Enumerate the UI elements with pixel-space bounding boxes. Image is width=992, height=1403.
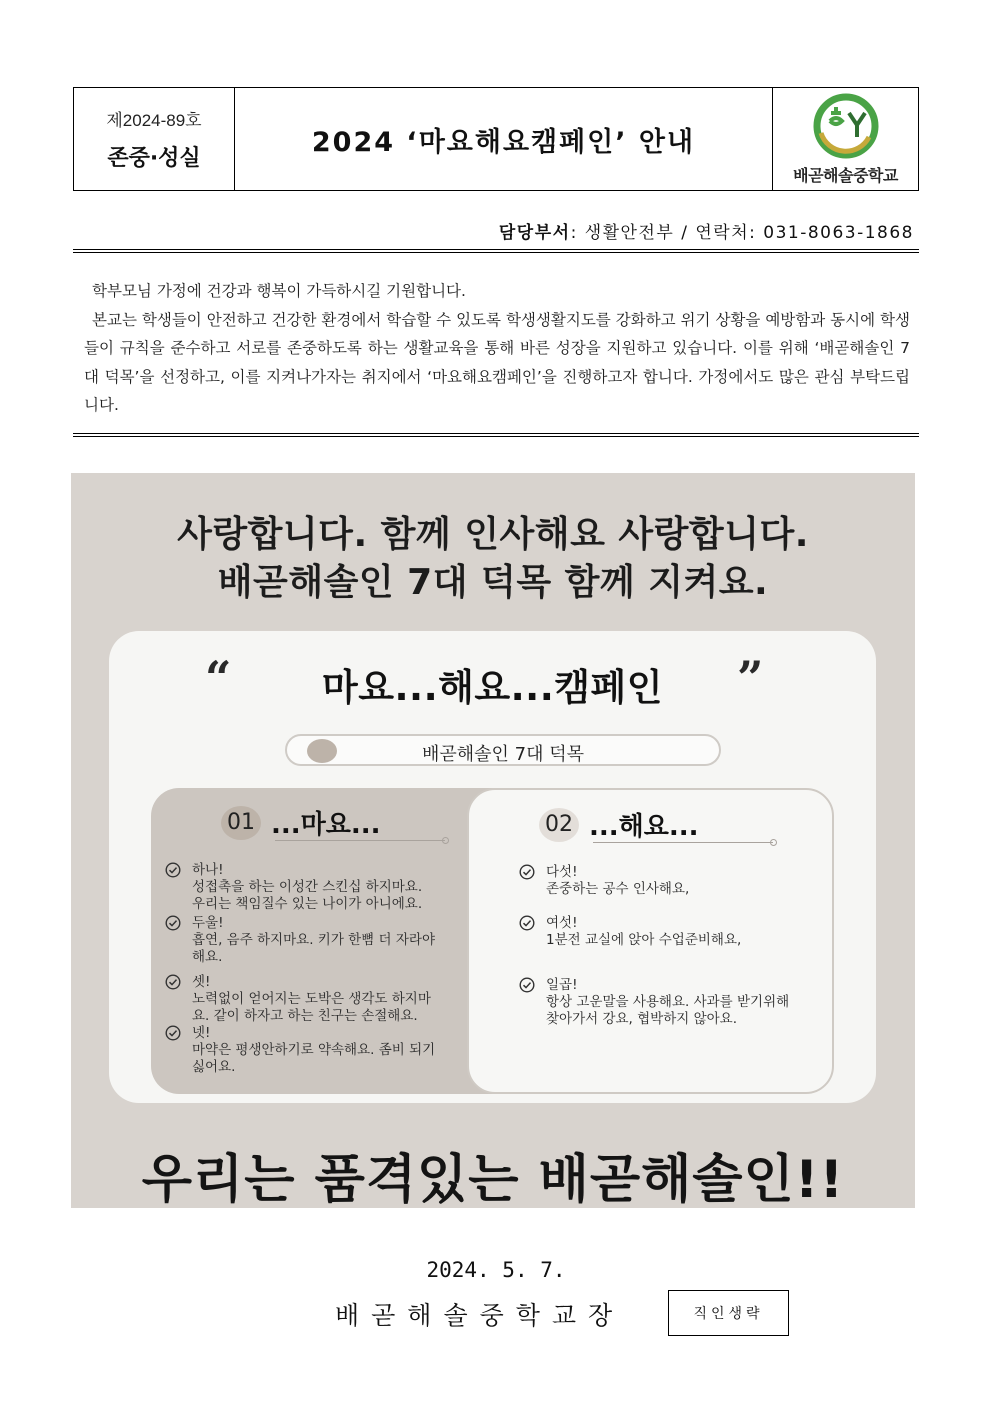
poster-headline-line2: 배곧해솔인 7대 덕목 함께 지켜요.	[217, 562, 769, 603]
document-header	[73, 87, 919, 191]
rule-item	[165, 974, 431, 1025]
poster-headline-line1: 사랑합니다. 함께 인사해요 사랑합니다.	[177, 514, 809, 555]
check-circle-icon	[519, 915, 535, 931]
dept-contact-value: : 생활안전부 / 연락처: 031-8063-1868	[570, 223, 914, 243]
intro-text	[84, 277, 910, 420]
school-motto: 존중·성실	[107, 146, 201, 171]
check-circle-icon	[519, 864, 535, 880]
campaign-card	[109, 631, 876, 1103]
contact-line	[499, 218, 914, 243]
rule-text: 두울! 흡연, 음주 하지마요. 키가 한뼘 더 자라야 해요.	[192, 915, 435, 965]
section-number: 02	[539, 808, 579, 842]
campaign-poster	[71, 473, 915, 1208]
dept-label: 담당부서	[498, 223, 571, 243]
divider-top	[73, 249, 919, 253]
rule-text: 하나! 성접촉을 하는 이성간 스킨십 하지마요. 우리는 책임질수 있는 나이가 아니에요.	[192, 862, 423, 912]
section-title: ...마요...	[271, 810, 381, 840]
rule-text: 셋! 노력없이 얻어지는 도박은 생각도 하지마 요. 같이 하자고 하는 친구는 손절해요.	[192, 974, 431, 1024]
rule-item	[165, 862, 422, 913]
rule-text: 일곱! 항상 고운말을 사용해요. 사과를 받기위해 찾아가서 강요, 협박하지 않아요.	[546, 977, 790, 1027]
dont-section	[151, 788, 511, 1094]
pill-label: 배곧해솔인 7대 덕목	[422, 744, 584, 765]
quote-open-icon: “	[205, 651, 232, 705]
quote-close-icon: ”	[737, 651, 764, 705]
school-logo-text: 배곧해솔중학교	[793, 165, 898, 185]
rule-item	[519, 977, 789, 1028]
doc-info	[74, 88, 235, 190]
check-circle-icon	[165, 862, 181, 878]
poster-headline	[71, 511, 915, 607]
intro-greeting: 학부모님 가정에 건강과 행복이 가득하시길 기원합니다.	[92, 282, 466, 300]
do-section-header	[539, 806, 699, 843]
document-title: 2024 ‘마요해요캠페인’ 안내	[311, 126, 696, 158]
school-emblem-icon	[811, 93, 881, 161]
rule-text: 여섯! 1분전 교실에 앉아 수업준비해요,	[546, 915, 742, 948]
rule-item	[165, 1025, 435, 1076]
section-underline	[275, 840, 445, 841]
virtues-pill	[285, 734, 721, 766]
poster-slogan: 우리는 품격있는 배곧해솔인!!	[141, 1150, 845, 1210]
rule-item	[519, 915, 741, 949]
do-section	[467, 788, 834, 1094]
check-circle-icon	[519, 977, 535, 993]
intro-body: 본교는 학생들이 안전하고 건강한 환경에서 학습할 수 있도록 학생생활지도를 강화하고 위기 상황을 예방함과 동시에 학생들이 규칙을 준수하고 서로를 존중하도록 하는 생활교육을 통해 바른 성장을 지원하고 있습니다. 이를 위해 ‘배곧해솔인 7대 덕목’을 선정하고, 이를 지켜나가자는 취지에서 ‘마요해요캠페인’을 진행하고자 합니다. 가정에서도 많은 관심 부탁드립니다.	[84, 310, 910, 414]
rule-item	[165, 915, 435, 966]
check-circle-icon	[165, 1025, 181, 1041]
check-circle-icon	[165, 915, 181, 931]
rule-text: 넷! 마약은 평생안하기로 약속해요. 좀비 되기 싫어요.	[192, 1025, 436, 1075]
rule-item	[519, 864, 689, 898]
school-logo	[772, 88, 918, 190]
divider-bottom	[73, 433, 919, 437]
issue-date: 2024. 5. 7.	[426, 1258, 566, 1282]
document-number: 제2024-89호	[106, 111, 202, 130]
section-underline	[593, 842, 773, 843]
dont-section-header	[221, 804, 381, 841]
check-circle-icon	[165, 974, 181, 990]
rule-text: 다섯! 존중하는 공수 인사해요,	[546, 864, 690, 897]
principal-signature: 배곧해솔중학교장	[335, 1301, 625, 1330]
campaign-title: 마요...해요...캠페인	[321, 666, 664, 709]
seal-omitted-box: 직인생략	[668, 1290, 789, 1336]
section-number: 01	[221, 806, 261, 840]
section-title: ...해요...	[589, 812, 699, 842]
